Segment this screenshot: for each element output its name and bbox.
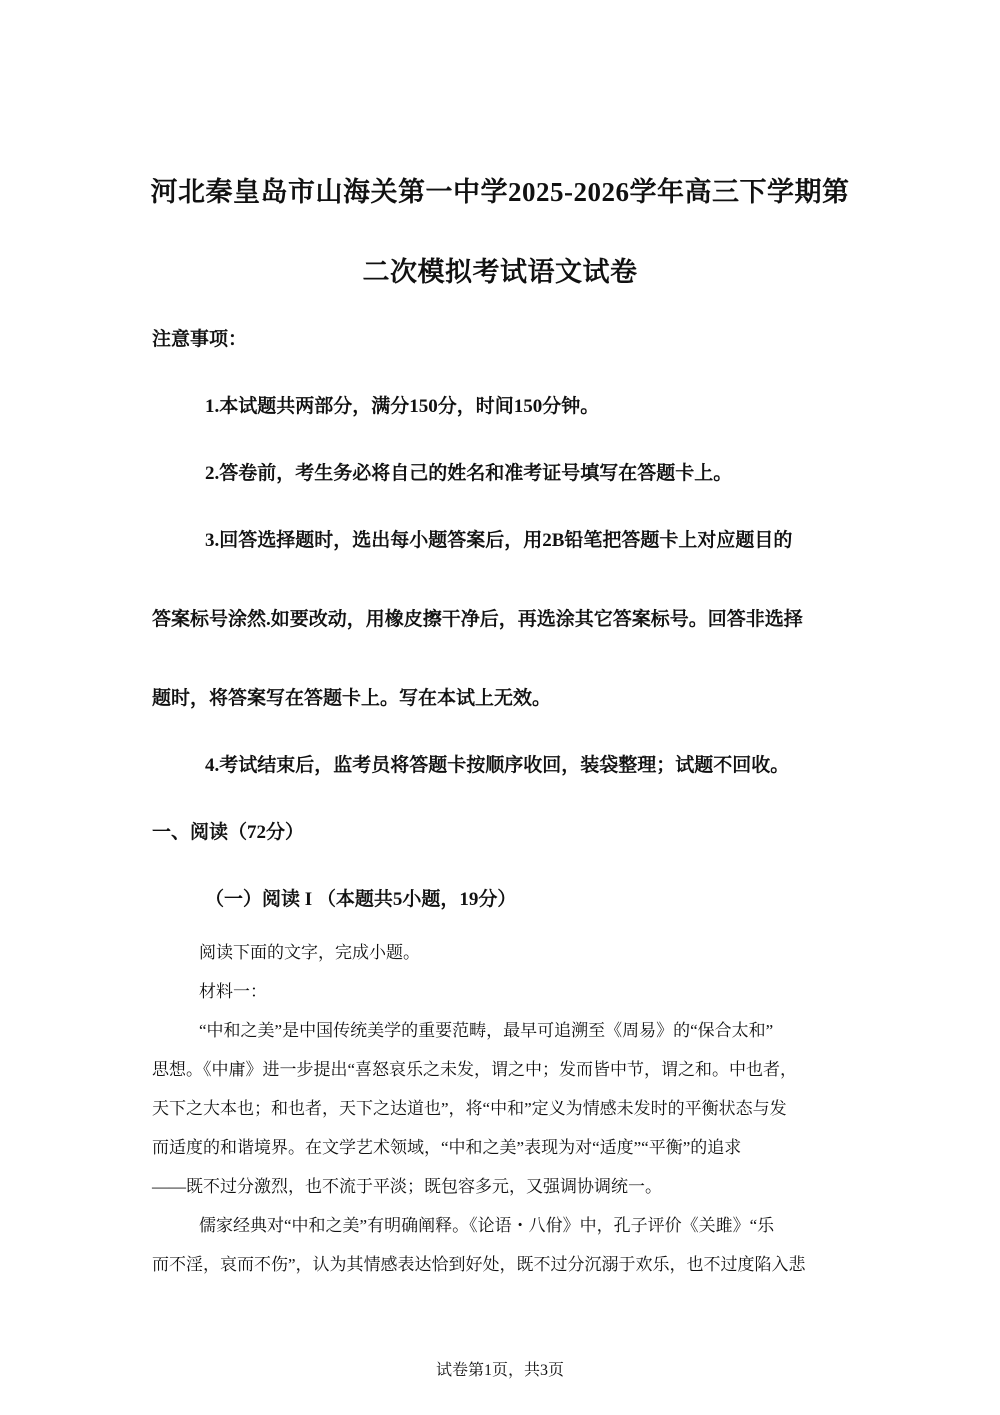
paragraph-line: 而适度的和谐境界。在文学艺术领域，“中和之美”表现为对“适度”“平衡”的追求 bbox=[152, 1138, 742, 1157]
notice-heading: 注意事项： bbox=[152, 329, 248, 350]
notice-item: 4.考试结束后，监考员将答题卡按顺序收回，装袋整理；试题不回收。 bbox=[205, 755, 790, 776]
page-footer: 试卷第1页，共3页 bbox=[435, 1362, 564, 1379]
notice-item: 3.回答选择题时，选出每小题答案后，用2B铅笔把答题卡上对应题目的 bbox=[205, 530, 793, 551]
subsection-heading: （一）阅读 I （本题共5小题，19分） bbox=[205, 889, 517, 910]
notice-item-continuation: 题时，将答案写在答题卡上。写在本试上无效。 bbox=[152, 688, 552, 709]
paragraph-line: 儒家经典对“中和之美”有明确阐释。《论语・八佾》中，孔子评价《关雎》“乐 bbox=[199, 1216, 775, 1235]
material-label: 材料一： bbox=[199, 982, 267, 1001]
section-heading: 一、阅读（72分） bbox=[152, 822, 305, 843]
notice-item-continuation: 答案标号涂然.如要改动，用橡皮擦干净后，再选涂其它答案标号。回答非选择 bbox=[152, 609, 803, 630]
document-title-line-2: 二次模拟考试语文试卷 bbox=[362, 257, 638, 287]
notice-item: 1.本试题共两部分，满分150分，时间150分钟。 bbox=[205, 396, 600, 417]
paragraph-line: ——既不过分激烈，也不流于平淡；既包容多元，又强调协调统一。 bbox=[152, 1177, 662, 1196]
paragraph-line: “中和之美”是中国传统美学的重要范畴，最早可追溯至《周易》的“保合太和” bbox=[199, 1021, 774, 1040]
reading-instruction: 阅读下面的文字，完成小题。 bbox=[199, 943, 420, 962]
paragraph-line: 而不淫，哀而不伤”，认为其情感表达恰到好处，既不过分沉溺于欢乐，也不过度陷入悲 bbox=[152, 1255, 806, 1274]
paragraph-line: 思想。《中庸》进一步提出“喜怒哀乐之未发，谓之中；发而皆中节，谓之和。中也者， bbox=[152, 1060, 798, 1079]
notice-item: 2.答卷前，考生务必将自己的姓名和准考证号填写在答题卡上。 bbox=[205, 463, 733, 484]
document-title-line-1: 河北秦皇岛市山海关第一中学2025-2026学年高三下学期第 bbox=[150, 177, 850, 207]
paragraph-line: 天下之大本也；和也者，天下之达道也”，将“中和”定义为情感未发时的平衡状态与发 bbox=[152, 1099, 787, 1118]
